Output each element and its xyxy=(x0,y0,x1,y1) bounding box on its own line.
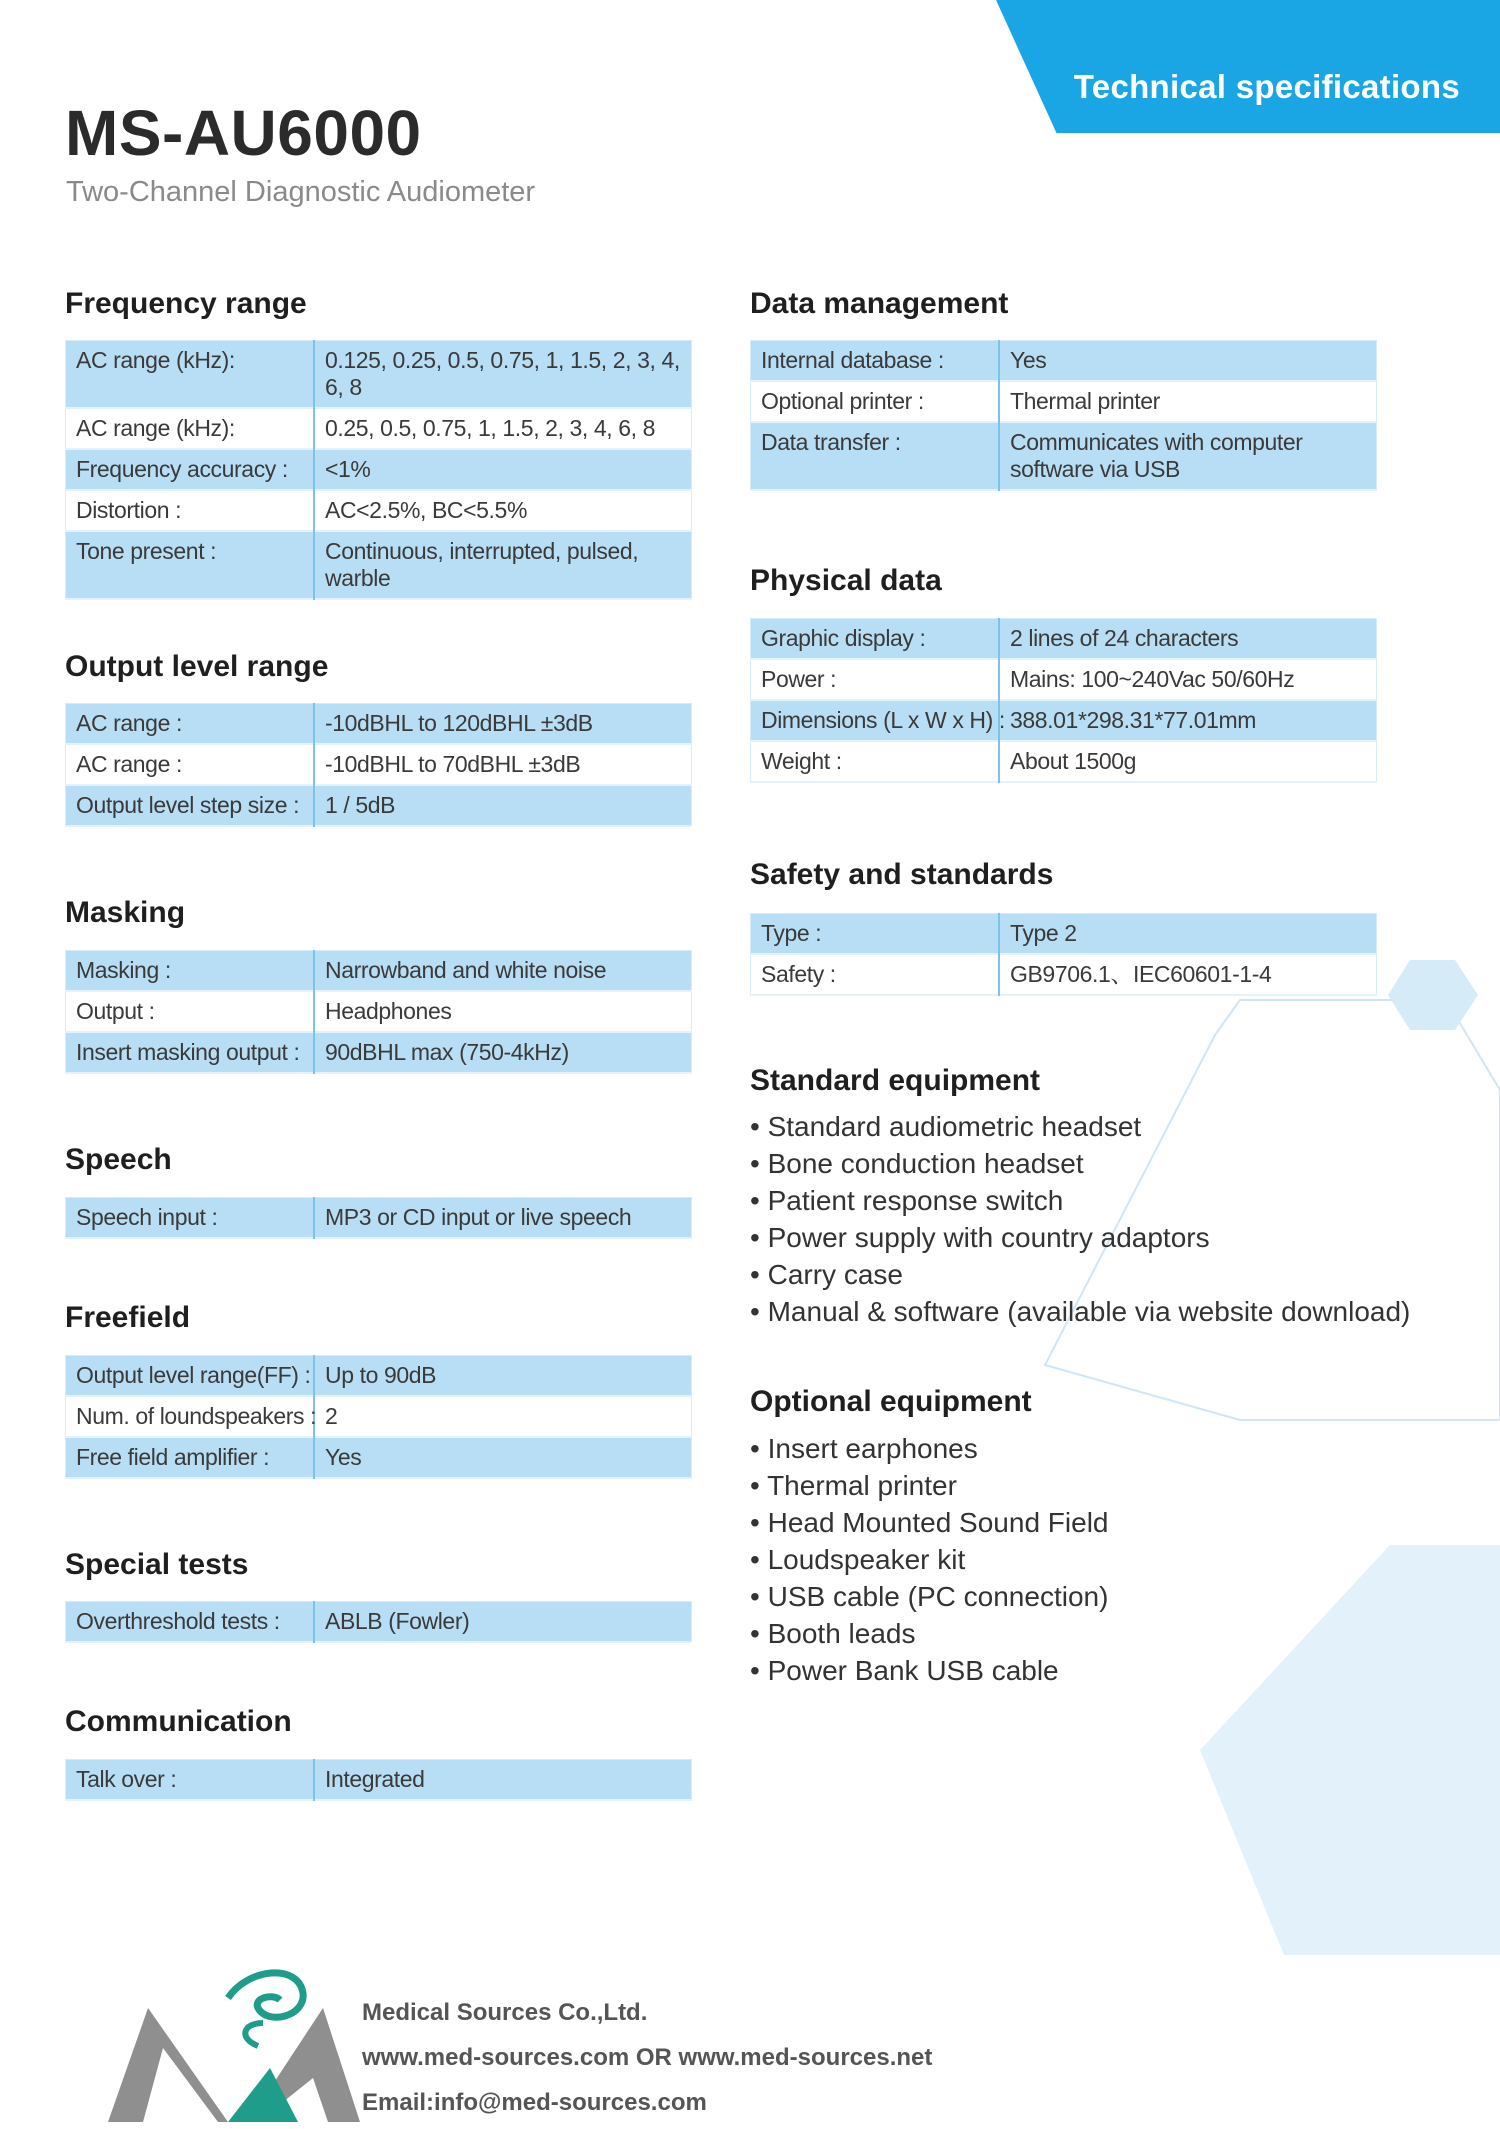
table-row xyxy=(66,1602,692,1643)
spec-value: Mains: 100~240Vac 50/60Hz xyxy=(999,659,1377,700)
section-title-special-tests: Special tests xyxy=(65,1548,249,1581)
list-item: • Power Bank USB cable xyxy=(750,1652,1109,1689)
spec-key: Weight : xyxy=(751,741,1000,782)
table-row xyxy=(66,341,692,409)
footer-company: Medical Sources Co.,Ltd. xyxy=(362,1999,648,2026)
list-item: • Bone conduction headset xyxy=(750,1145,1410,1182)
list-item: • Manual & software (available via website download) xyxy=(750,1293,1410,1330)
section-title-data-management: Data management xyxy=(750,287,1009,320)
spec-value: ABLB (Fowler) xyxy=(314,1602,692,1643)
table-row xyxy=(66,951,692,992)
spec-value: Continuous, interrupted, pulsed, warble xyxy=(314,531,692,599)
spec-value: 1 / 5dB xyxy=(314,785,692,826)
table-row xyxy=(66,1198,692,1239)
section-title-speech: Speech xyxy=(65,1143,172,1176)
table-row xyxy=(751,914,1377,955)
standard-equipment-list xyxy=(750,1108,1410,1330)
spec-key: Insert masking output : xyxy=(66,1032,315,1073)
table-row xyxy=(66,1437,692,1478)
section-title-communication: Communication xyxy=(65,1705,292,1738)
spec-key: Type : xyxy=(751,914,1000,955)
table-row xyxy=(751,954,1377,995)
spec-key: Dimensions (L x W x H) : xyxy=(751,700,1000,741)
spec-value: 0.25, 0.5, 0.75, 1, 1.5, 2, 3, 4, 6, 8 xyxy=(314,408,692,449)
spec-key: AC range (kHz): xyxy=(66,408,315,449)
spec-key: Data transfer : xyxy=(751,422,1000,490)
spec-value: Yes xyxy=(314,1437,692,1478)
spec-value: Narrowband and white noise xyxy=(314,951,692,992)
spec-value: 90dBHL max (750-4kHz) xyxy=(314,1032,692,1073)
spec-table-frequency-range xyxy=(65,340,692,600)
spec-value: Yes xyxy=(999,341,1377,382)
banner-label: Technical specifications xyxy=(1073,68,1460,105)
spec-value: Up to 90dB xyxy=(314,1356,692,1397)
table-row xyxy=(66,744,692,785)
spec-key: Output : xyxy=(66,991,315,1032)
spec-table-safety-and-standards xyxy=(750,913,1377,996)
spec-value: About 1500g xyxy=(999,741,1377,782)
spec-key: AC range (kHz): xyxy=(66,341,315,409)
table-row xyxy=(66,449,692,490)
table-row xyxy=(66,991,692,1032)
spec-key: Masking : xyxy=(66,951,315,992)
spec-key: Overthreshold tests : xyxy=(66,1602,315,1643)
section-title-safety-and-standards: Safety and standards xyxy=(750,858,1054,891)
spec-key: Output level range(FF) : xyxy=(66,1356,315,1397)
table-row xyxy=(66,704,692,745)
spec-table-physical-data xyxy=(750,618,1377,783)
spec-key: AC range : xyxy=(66,744,315,785)
spec-value: Integrated xyxy=(314,1760,692,1801)
section-title-standard-equipment: Standard equipment xyxy=(750,1064,1041,1097)
spec-value: MP3 or CD input or live speech xyxy=(314,1198,692,1239)
spec-table-masking xyxy=(65,950,692,1074)
spec-key: Tone present : xyxy=(66,531,315,599)
spec-table-special-tests xyxy=(65,1601,692,1643)
spec-value: Type 2 xyxy=(999,914,1377,955)
section-title-masking: Masking xyxy=(65,896,186,929)
spec-key: Safety : xyxy=(751,954,1000,995)
spec-value: <1% xyxy=(314,449,692,490)
section-title-output-level-range: Output level range xyxy=(65,650,329,683)
header-banner xyxy=(996,0,1500,133)
spec-key: Frequency accuracy : xyxy=(66,449,315,490)
list-item: • Booth leads xyxy=(750,1615,1109,1652)
list-item: • Thermal printer xyxy=(750,1467,1109,1504)
table-row xyxy=(66,408,692,449)
spec-key: Free field amplifier : xyxy=(66,1437,315,1478)
spec-key: AC range : xyxy=(66,704,315,745)
spec-key: Graphic display : xyxy=(751,619,1000,660)
spec-table-communication xyxy=(65,1759,692,1801)
list-item: • Carry case xyxy=(750,1256,1410,1293)
spec-key: Talk over : xyxy=(66,1760,315,1801)
list-item: • Patient response switch xyxy=(750,1182,1410,1219)
optional-equipment-list xyxy=(750,1430,1109,1689)
spec-table-freefield xyxy=(65,1355,692,1479)
spec-key: Internal database : xyxy=(751,341,1000,382)
table-row xyxy=(751,341,1377,382)
spec-key: Output level step size : xyxy=(66,785,315,826)
table-row xyxy=(66,490,692,531)
list-item: • Insert earphones xyxy=(750,1430,1109,1467)
list-item: • Loudspeaker kit xyxy=(750,1541,1109,1578)
footer-email[interactable]: Email:info@med-sources.com xyxy=(362,2089,707,2116)
spec-table-speech xyxy=(65,1197,692,1239)
company-logo-icon xyxy=(108,1968,360,2122)
table-row xyxy=(751,422,1377,490)
spec-key: Speech input : xyxy=(66,1198,315,1239)
spec-value: Headphones xyxy=(314,991,692,1032)
table-row xyxy=(66,785,692,826)
spec-key: Num. of loundspeakers : xyxy=(66,1396,315,1437)
list-item: • Standard audiometric headset xyxy=(750,1108,1410,1145)
footer-websites[interactable]: www.med-sources.com OR www.med-sources.net xyxy=(362,2044,933,2071)
spec-value: 388.01*298.31*77.01mm xyxy=(999,700,1377,741)
section-title-frequency-range: Frequency range xyxy=(65,287,307,320)
spec-value: 2 lines of 24 characters xyxy=(999,619,1377,660)
spec-key: Optional printer : xyxy=(751,381,1000,422)
table-row xyxy=(66,531,692,599)
spec-value: -10dBHL to 120dBHL ±3dB xyxy=(314,704,692,745)
spec-value: 2 xyxy=(314,1396,692,1437)
table-row xyxy=(751,619,1377,660)
table-row xyxy=(751,381,1377,422)
table-row xyxy=(751,659,1377,700)
spec-value: GB9706.1、IEC60601-1-4 xyxy=(999,954,1377,995)
table-row xyxy=(66,1396,692,1437)
spec-value: Communicates with computer software via USB xyxy=(999,422,1377,490)
list-item: • Head Mounted Sound Field xyxy=(750,1504,1109,1541)
spec-value: Thermal printer xyxy=(999,381,1377,422)
section-title-physical-data: Physical data xyxy=(750,564,942,597)
spec-table-data-management xyxy=(750,340,1377,491)
spec-value: -10dBHL to 70dBHL ±3dB xyxy=(314,744,692,785)
product-title: MS-AU6000 xyxy=(65,97,422,169)
spec-table-output-level-range xyxy=(65,703,692,827)
section-title-optional-equipment: Optional equipment xyxy=(750,1385,1032,1418)
table-row xyxy=(66,1760,692,1801)
spec-key: Distortion : xyxy=(66,490,315,531)
spec-value: 0.125, 0.25, 0.5, 0.75, 1, 1.5, 2, 3, 4, 6, 8 xyxy=(314,341,692,409)
table-row xyxy=(751,700,1377,741)
table-row xyxy=(66,1356,692,1397)
spec-key: Power : xyxy=(751,659,1000,700)
table-row xyxy=(751,741,1377,782)
list-item: • Power supply with country adaptors xyxy=(750,1219,1410,1256)
table-row xyxy=(66,1032,692,1073)
product-subtitle: Two-Channel Diagnostic Audiometer xyxy=(66,176,536,208)
section-title-freefield: Freefield xyxy=(65,1301,191,1334)
spec-value: AC<2.5%, BC<5.5% xyxy=(314,490,692,531)
list-item: • USB cable (PC connection) xyxy=(750,1578,1109,1615)
